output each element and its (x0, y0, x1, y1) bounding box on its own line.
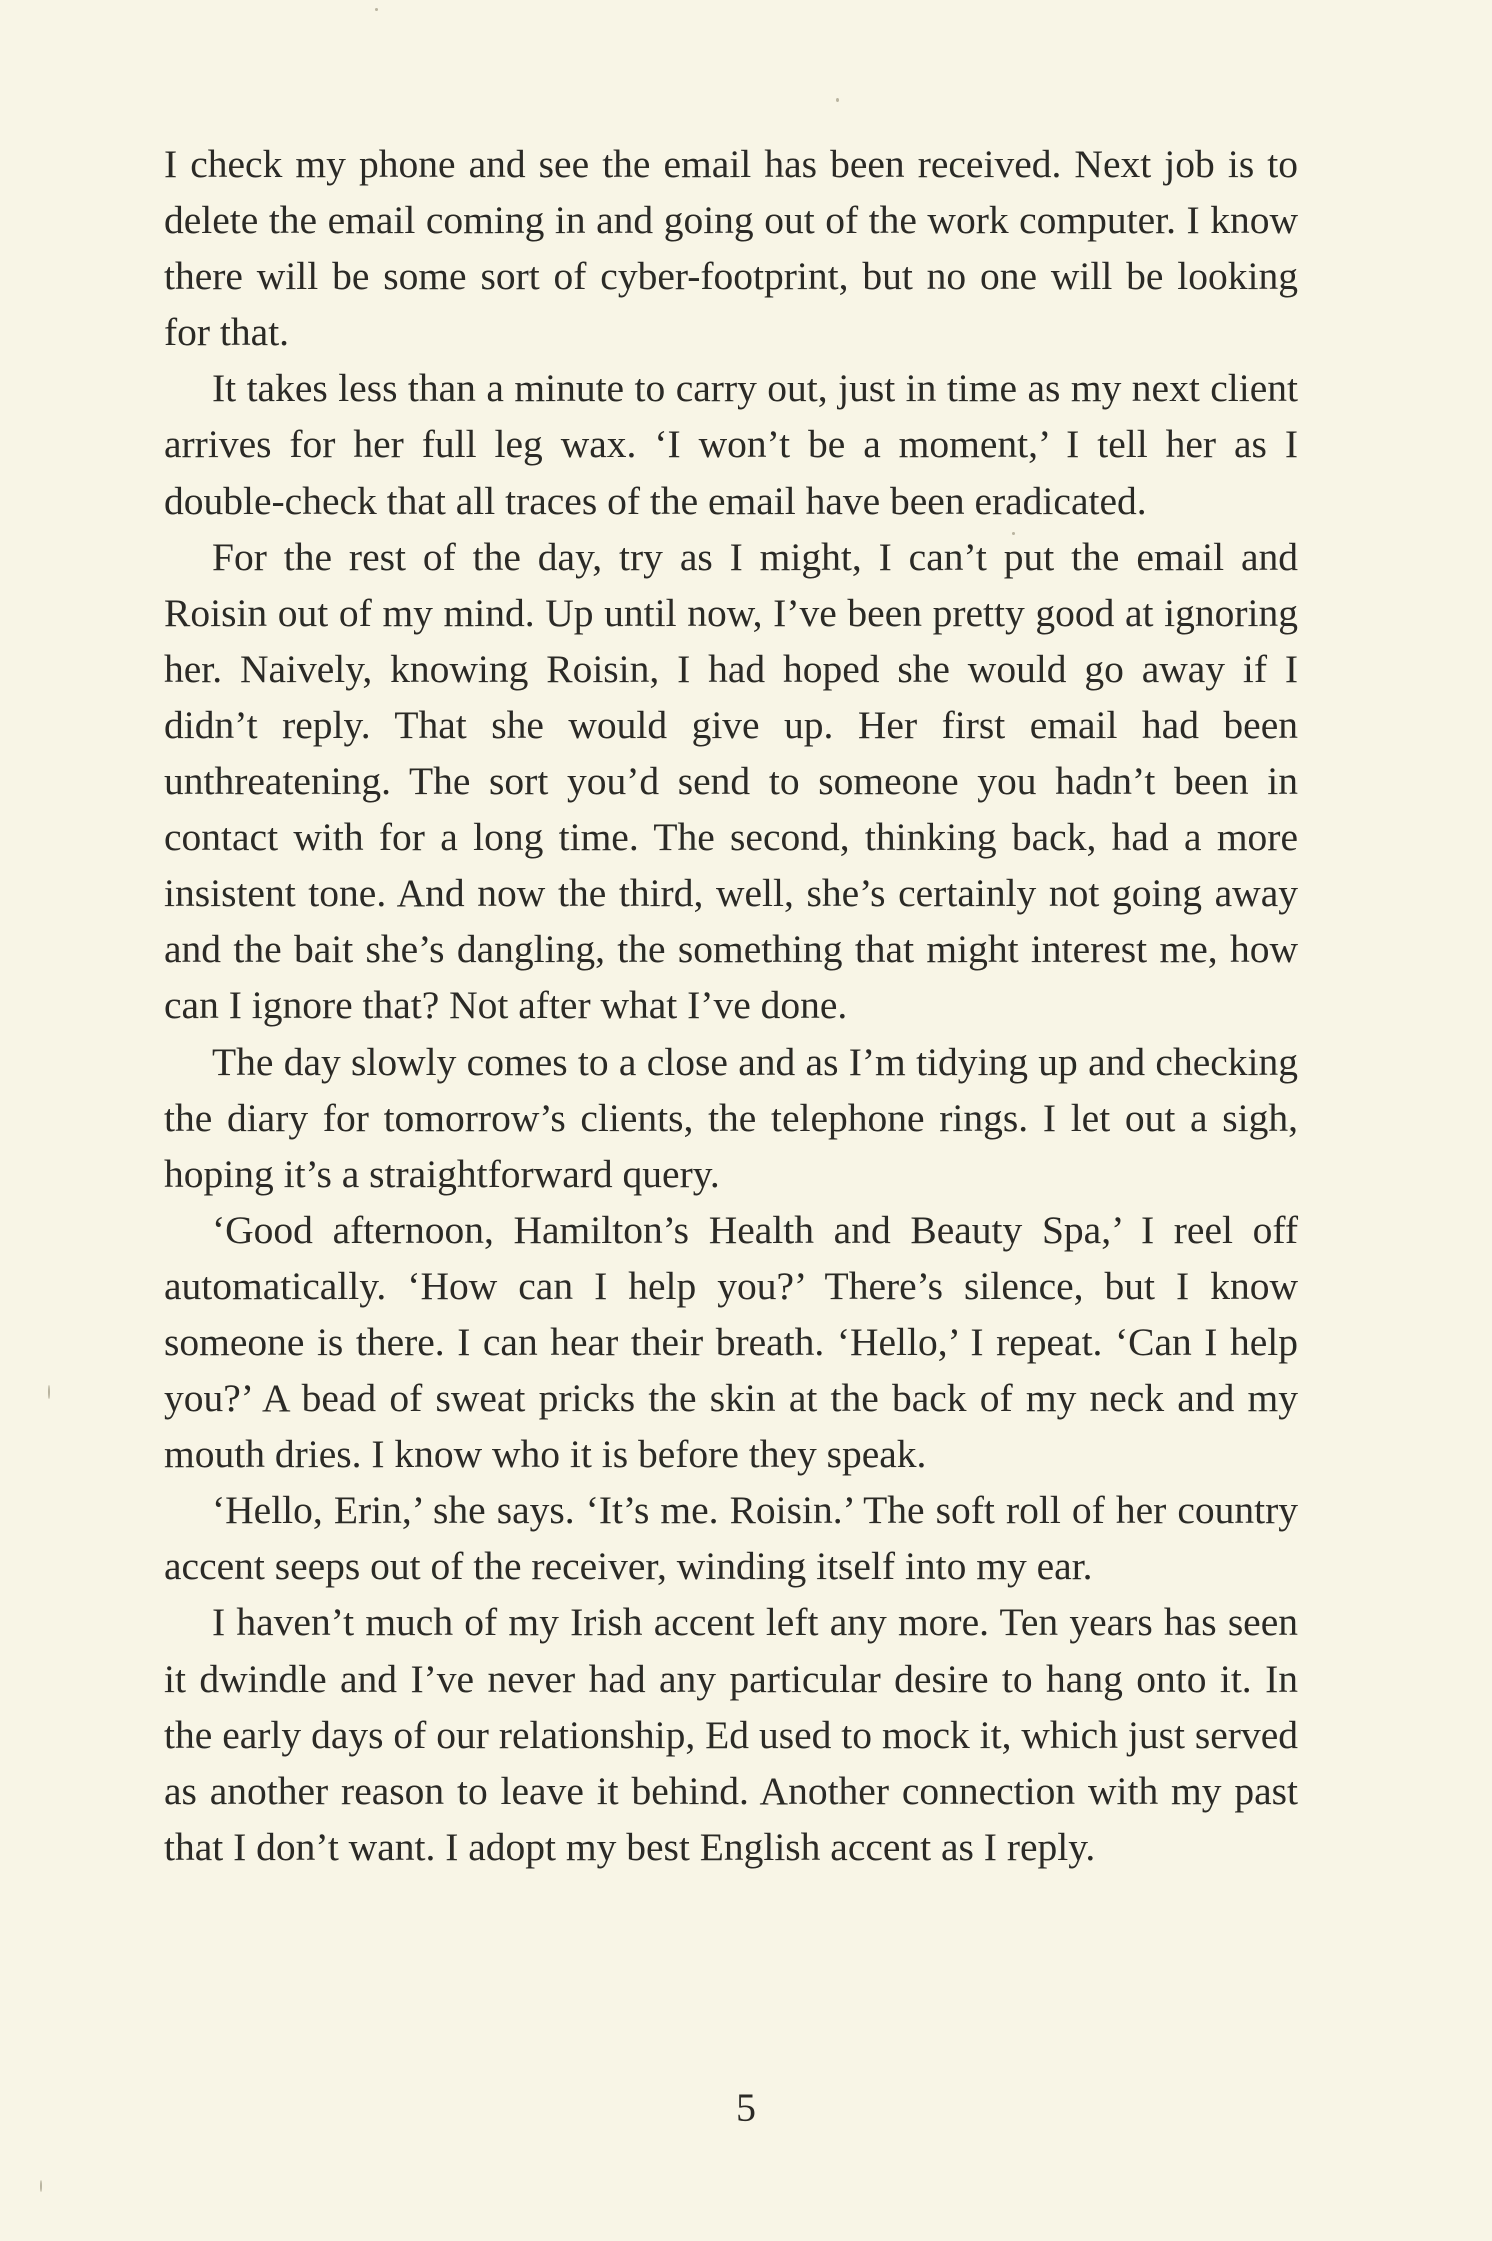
body-text (164, 136, 1298, 1875)
paper-speck (375, 8, 378, 11)
paper-speck (40, 2180, 42, 2192)
paragraph: The day slowly comes to a close and as I’m tidying up and checking the diary for tomorrow’s clients, the telephone rings. I let out a sigh, hoping it’s a straightforward query. (164, 1039, 1298, 1196)
paragraph: ‘Hello, Erin,’ she says. ‘It’s me. Roisin.’ The soft roll of her country accent seeps out of the receiver, winding itself into my ear. (164, 1488, 1298, 1589)
paper-speck (48, 1385, 50, 1399)
paragraph: ‘Good afternoon, Hamilton’s Health and Beauty Spa,’ I reel off automatically. ‘How can I help you?’ There’s silence, but I know someone is there. I can hear their breath. ‘Hello,’ I repeat. ‘Can I help you?’ A bead of sweat pricks the skin at the back of my neck and my mouth dries. I know who it is before they speak. (164, 1207, 1298, 1477)
paragraph: I check my phone and see the email has been received. Next job is to delete the email coming in and going out of the work computer. I know there will be some sort of cyber-footprint, but no one will be looking for that. (164, 142, 1298, 355)
page-number: 5 (736, 2085, 756, 2130)
paragraph: It takes less than a minute to carry out, just in time as my next client arrives for her full leg wax. ‘I won’t be a moment,’ I tell her as I double-check that all traces of the email have been eradicated. (164, 366, 1298, 523)
paragraph: For the rest of the day, try as I might, I can’t put the email and Roisin out of my mind. Up until now, I’ve been pretty good at ignoring her. Naively, knowing Roisin, I had hoped she would go away if I didn’t reply. That she would give up. Her first email had been unthreatening. The sort you’d send to someone you hadn’t been in contact with for a long time. The second, thinking back, had a more insistent tone. And now the third, well, she’s certainly not going away and the bait she’s dangling, the something that might interest me, how can I ignore that? Not after what I’ve done. (164, 534, 1298, 1028)
paragraph: I haven’t much of my Irish accent left any more. Ten years has seen it dwindle and I’ve never had any particular desire to hang onto it. In the early days of our relationship, Ed used to mock it, which just served as another reason to leave it behind. Another connection with my past that I don’t want. I adopt my best English accent as I reply. (164, 1600, 1298, 1869)
paper-speck (836, 98, 839, 102)
